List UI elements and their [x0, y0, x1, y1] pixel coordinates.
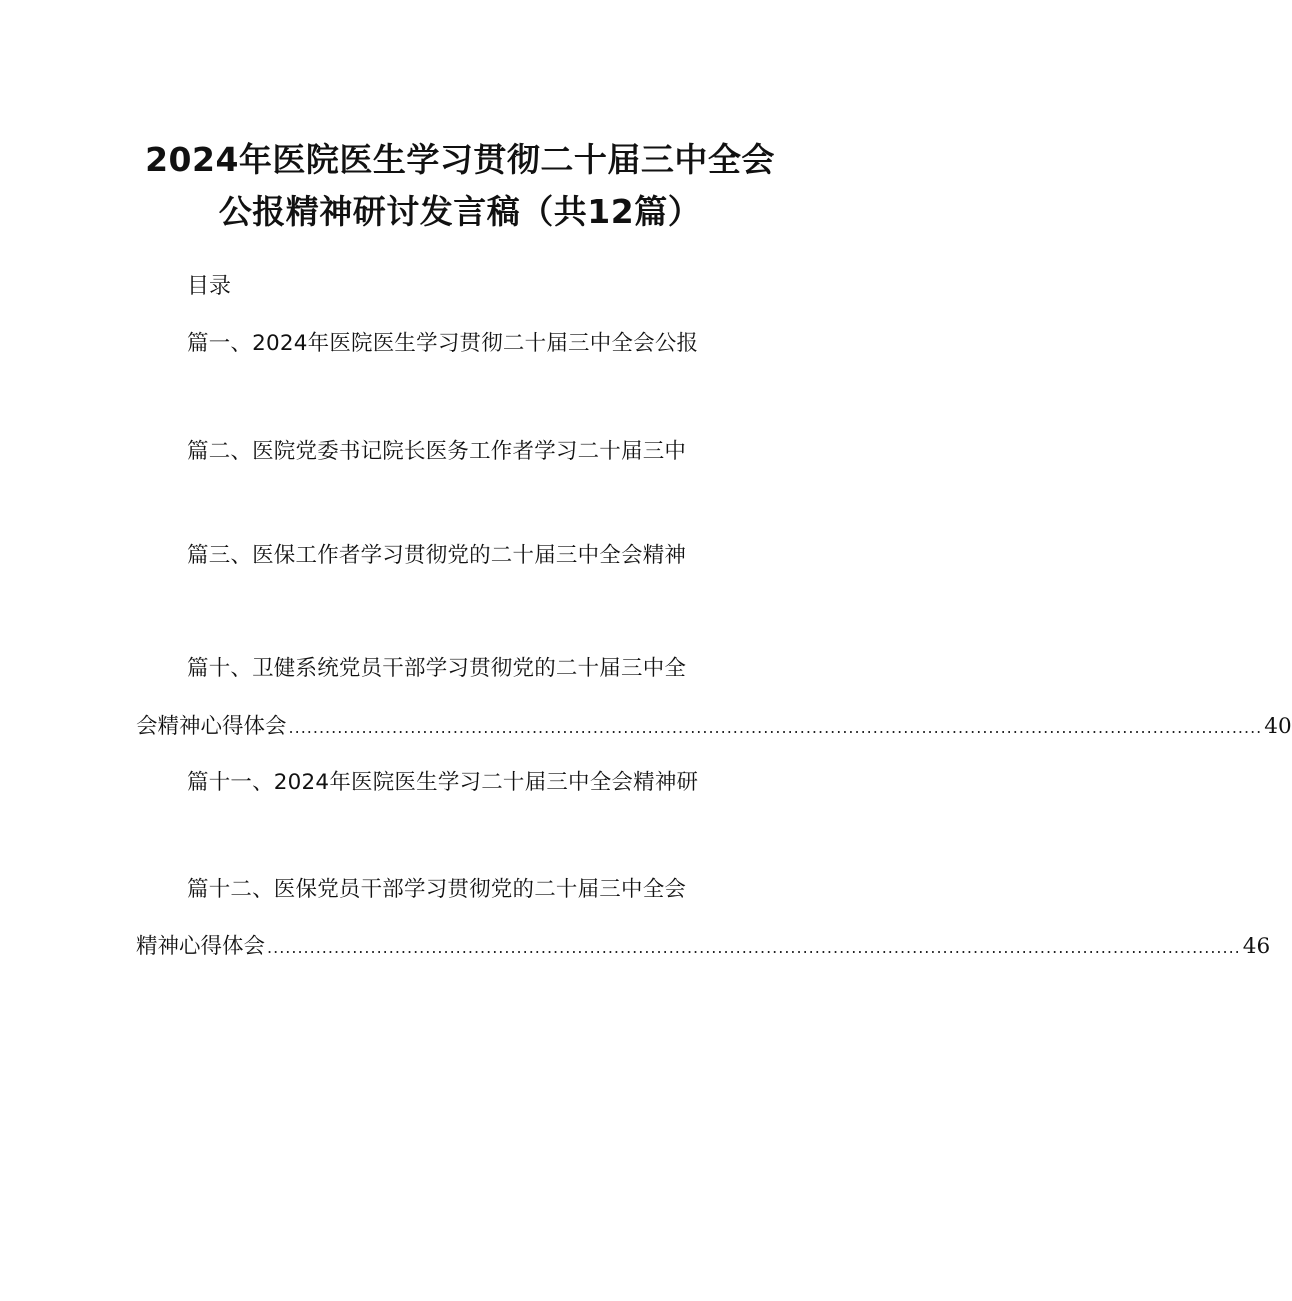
toc-entry-10: 篇十、卫健系统党员干部学习贯彻党的二十届三中全 — [187, 656, 687, 681]
toc-heading: 目录 — [187, 274, 232, 299]
toc-entry-12: 篇十二、医保党员干部学习贯彻党的二十届三中全会 — [187, 877, 687, 902]
toc-entry-12-continuation-text: 精神心得体会 — [136, 934, 266, 959]
toc-leader-dots: ................................................................................................................................................................ — [288, 718, 1263, 737]
toc-entry-10-continuation — [136, 709, 1292, 740]
toc-entry-11: 篇十一、2024年医院医生学习二十届三中全会精神研 — [187, 770, 699, 795]
toc-entry-10-page: 40 — [1264, 714, 1292, 739]
toc-entry-10-continuation-text: 会精神心得体会 — [136, 714, 287, 739]
document-title-line-1: 2024年医院医生学习贯彻二十届三中全会 — [145, 140, 775, 179]
toc-entry-12-continuation — [136, 929, 1271, 960]
toc-entry-2: 篇二、医院党委书记院长医务工作者学习二十届三中 — [187, 439, 687, 464]
toc-entry-12-page: 46 — [1242, 934, 1271, 959]
toc-leader-dots: ................................................................................................................................................................ — [267, 938, 1241, 957]
toc-entry-1: 篇一、2024年医院医生学习贯彻二十届三中全会公报 — [187, 331, 699, 356]
toc-entry-3: 篇三、医保工作者学习贯彻党的二十届三中全会精神 — [187, 543, 687, 568]
document-title-line-2: 公报精神研讨发言稿（共12篇） — [218, 192, 702, 231]
